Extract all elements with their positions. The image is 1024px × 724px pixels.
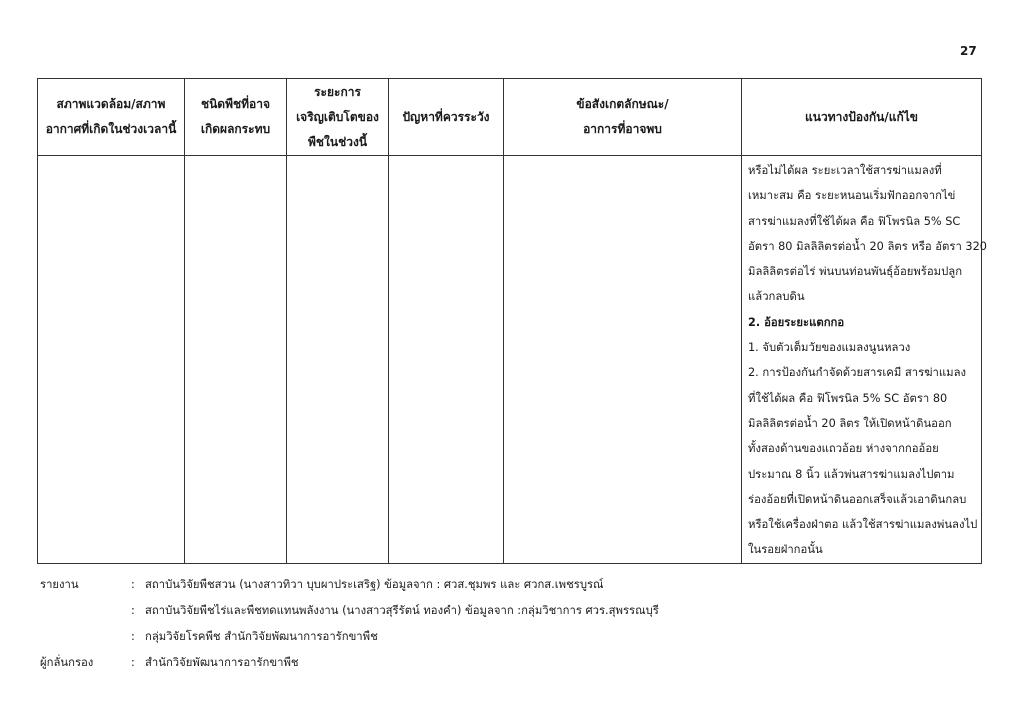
text-line: เหมาะสม คือ ระยะหนอนเริ่มฟักออกจากไข่ bbox=[748, 189, 956, 203]
text-line: ร่องอ้อยที่เปิดหน้าดินออกเสร็จแล้วเอาดินกลบ bbox=[748, 492, 967, 506]
text-line: ประมาณ 8 นิ้ว แล้วพ่นสารฆ่าแมลงไปตาม bbox=[748, 467, 955, 481]
reviewer-line: สำนักวิจัยพัฒนาการอารักขาพืช bbox=[145, 656, 299, 669]
header-prevention: แนวทางป้องกัน/แก้ไข bbox=[742, 79, 982, 156]
cell-problems bbox=[389, 156, 504, 564]
page-number: 27 bbox=[960, 44, 977, 58]
header-affected-crops: ชนิดพืชที่อาจ เกิดผลกระทบ bbox=[185, 79, 287, 156]
reviewer-label: ผู้กลั่นกรอง bbox=[40, 656, 94, 669]
text-line: แล้วกลบดิน bbox=[748, 290, 805, 304]
header-problems: ปัญหาที่ควรระวัง bbox=[389, 79, 504, 156]
reporter-label: รายงาน bbox=[40, 578, 79, 591]
colon: : bbox=[131, 656, 135, 669]
text-line: 1. จับตัวเต็มวัยของแมลงนูนหลวง bbox=[748, 341, 911, 355]
reporter-line: สถาบันวิจัยพืชไร่และพืชทดแทนพลังงาน (นางสาวสุรีรัตน์ ทองคำ) ข้อมูลจาก :กลุ่มวิชาการ ศวร.สุพรรณบุรี bbox=[145, 604, 659, 617]
header-symptoms: ข้อสังเกตลักษณะ/ อาการที่อาจพบ bbox=[504, 79, 742, 156]
footer-row bbox=[40, 650, 980, 676]
colon: : bbox=[131, 630, 135, 643]
text-line: 2. การป้องกันกำจัดด้วยสารเคมี สารฆ่าแมลง bbox=[748, 366, 967, 380]
table-row bbox=[38, 156, 982, 564]
text-line: อัตรา 80 มิลลิลิตรต่อน้ำ 20 ลิตร หรือ อัตรา 320 bbox=[748, 239, 987, 253]
subheading: 2. อ้อยระยะแตกกอ bbox=[748, 315, 845, 329]
text-line: ในรอยฝ่ากอนั้น bbox=[748, 543, 823, 557]
colon: : bbox=[131, 578, 135, 591]
reporter-line: สถาบันวิจัยพืชสวน (นางสาวทิวา บุบผาประเสริฐ) ข้อมูลจาก : ศวส.ชุมพร และ ศวกส.เพชรบูรณ์ bbox=[145, 578, 604, 591]
header-environment: สภาพแวดล้อม/สภาพ อากาศที่เกิดในช่วงเวลานี้ bbox=[38, 79, 185, 156]
text-line: มิลลิลิตรต่อไร่ พ่นบนท่อนพันธุ์อ้อยพร้อมปลูก bbox=[748, 265, 963, 279]
text-line: มิลลิลิตรต่อน้ำ 20 ลิตร ให้เปิดหน้าดินออก bbox=[748, 416, 952, 430]
cell-affected-crops bbox=[185, 156, 287, 564]
footer-row bbox=[40, 598, 980, 624]
header-growth-stage: ระยะการ เจริญเติบโตของ พืชในช่วงนี้ bbox=[287, 79, 389, 156]
footer-row bbox=[40, 572, 980, 598]
table-header-row bbox=[38, 79, 982, 156]
text-line: หรือใช้เครื่องฝ่าตอ แล้วใช้สารฆ่าแมลงพ่นลงไป bbox=[748, 518, 978, 532]
text-line: หรือไม่ได้ผล ระยะเวลาใช้สารฆ่าแมลงที่ bbox=[748, 164, 942, 177]
prevention-text bbox=[742, 156, 987, 563]
pest-guidance-table bbox=[37, 78, 987, 564]
footer-row bbox=[40, 624, 980, 650]
cell-symptoms bbox=[504, 156, 742, 564]
reporter-line: กลุ่มวิจัยโรคพืช สำนักวิจัยพัฒนาการอารักขาพืช bbox=[145, 630, 378, 643]
cell-prevention bbox=[742, 156, 987, 564]
colon: : bbox=[131, 604, 135, 617]
text-line: สารฆ่าแมลงที่ใช้ได้ผล คือ ฟิโพรนิล 5% SC bbox=[748, 214, 961, 228]
cell-growth-stage bbox=[287, 156, 389, 564]
text-line: ทั้งสองด้านของแถวอ้อย ห่างจากกออ้อย bbox=[748, 442, 939, 456]
report-footer bbox=[40, 572, 980, 676]
cell-environment bbox=[38, 156, 185, 564]
text-line: ที่ใช้ได้ผล คือ ฟิโพรนิล 5% SC อัตรา 80 bbox=[748, 391, 948, 405]
